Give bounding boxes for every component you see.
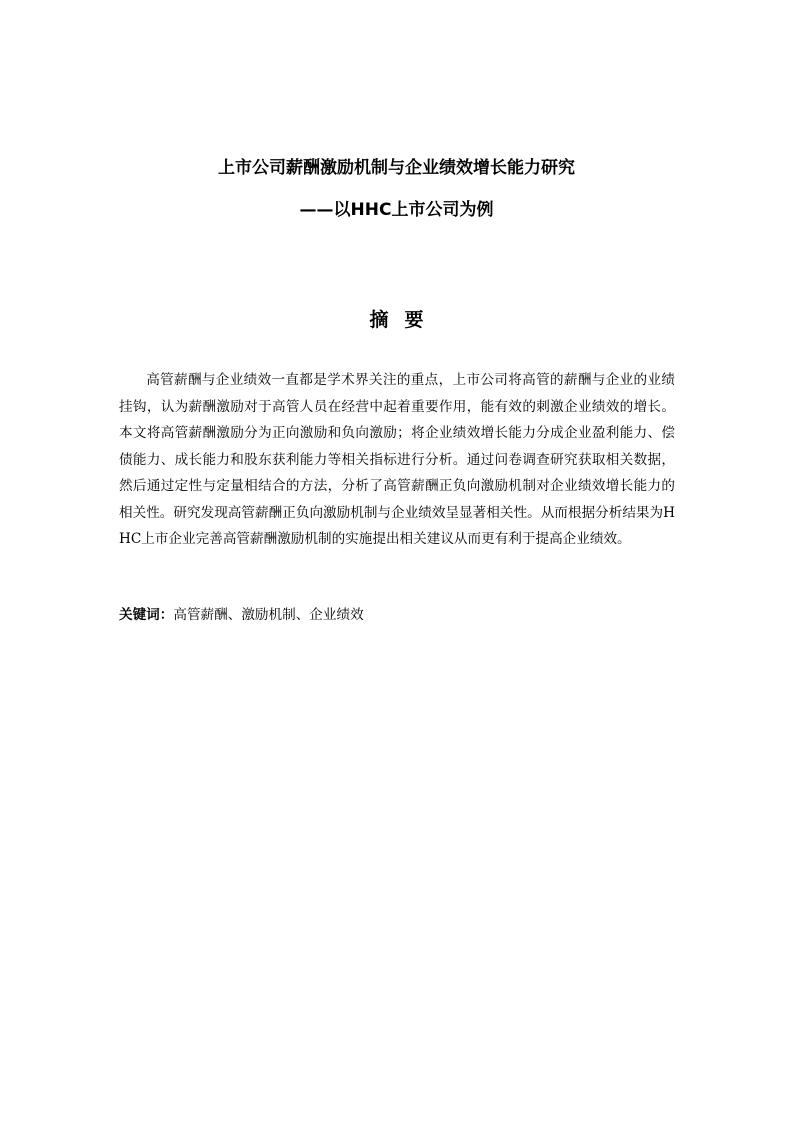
keywords-label: 关键词：: [119, 607, 174, 623]
keywords-line: [119, 602, 675, 628]
keywords-value: 高管薪酬、激励机制、企业绩效: [173, 607, 364, 623]
abstract-body: 高管薪酬与企业绩效一直都是学术界关注的重点，上市公司将高管的薪酬与企业的业绩挂钩，认为薪酬激励对于高管人员在经营中起着重要作用，能有效的刺激企业绩效的增长。本文将高管薪酬激励分为正向激励和负向激励；将企业绩效增长能力分成企业盈利能力、偿债能力、成长能力和股东获利能力等相关指标进行分析。通过问卷调查研究获取相关数据，然后通过定性与定量相结合的方法，分析了高管薪酬正负向激励机制对企业绩效增长能力的相关性。研究发现高管薪酬正负向激励机制与企业绩效呈显著相关性。从而根据分析结果为HHC上市企业完善高管薪酬激励机制的实施提出相关建议从而更有利于提高企业绩效。: [119, 372, 675, 547]
document-subtitle: ——以HHC上市公司为例: [299, 200, 494, 220]
document-title: 上市公司薪酬激励机制与企业绩效增长能力研究: [218, 158, 575, 178]
abstract-heading: 摘要: [369, 309, 440, 331]
